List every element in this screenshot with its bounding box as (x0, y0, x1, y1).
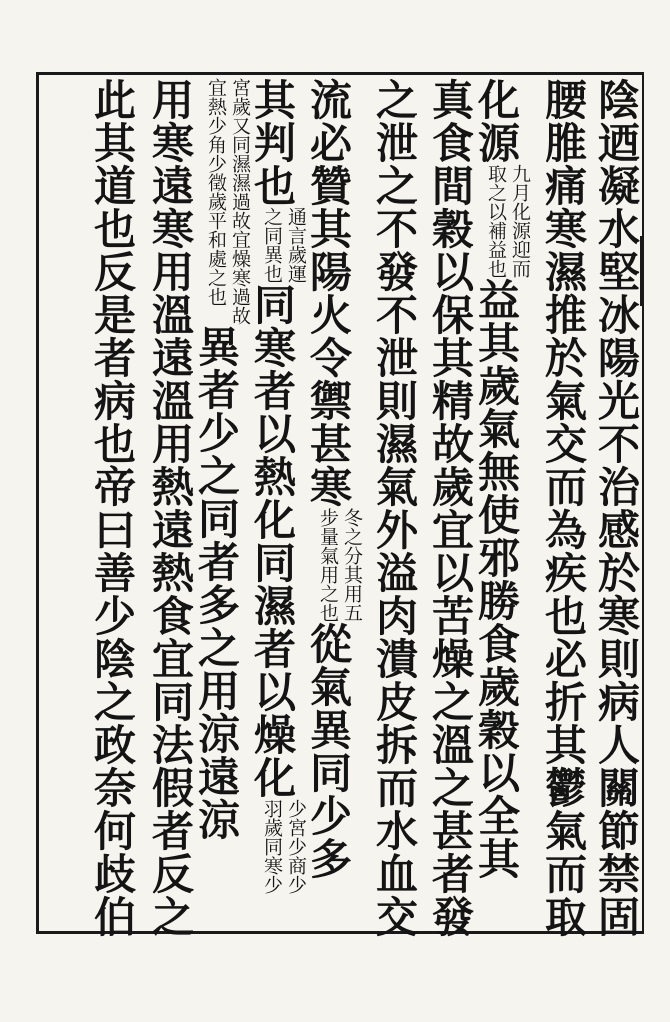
main-text: 此其道也反是者病也帝曰善少陰之政奈何歧伯 (88, 78, 137, 938)
text-column-1 (588, 78, 642, 938)
main-text: 腰脽痛寒濕推於氣交而為疾也必折其鬱氣而取 (539, 78, 588, 938)
main-text: 真食間穀以保其精故歲宜以苦燥之溫之甚者發 (426, 78, 475, 938)
commentary-note (484, 164, 532, 278)
main-text: 其判也 (248, 78, 297, 207)
main-text: 陰迺凝水堅冰陽光不治感於寒則病人關節禁固 (592, 78, 641, 938)
main-text: 異者少之同者多之用涼遠涼 (192, 325, 241, 841)
page-edge-mark (640, 236, 654, 306)
commentary-note (316, 508, 364, 622)
commentary-line: 之同異也 (261, 207, 283, 283)
text-column-5 (366, 78, 420, 938)
text-column-4 (422, 78, 476, 938)
commentary-line: 九月化源迎而 (509, 164, 531, 278)
commentary-line: 取之以補益也 (485, 164, 507, 278)
text-column-10 (84, 78, 138, 938)
commentary-line: 羽歲同寒少 (261, 799, 283, 894)
commentary-line: 少宮少商少 (285, 799, 307, 894)
text-column-6 (304, 78, 364, 930)
main-text: 之泄之不發不泄則濕氣外溢肉潰皮拆而水血交 (370, 78, 419, 938)
commentary-line: 步量氣用之也 (317, 508, 339, 622)
commentary-note (260, 799, 308, 894)
text-column-7 (248, 78, 308, 930)
commentary-note (260, 207, 308, 283)
main-text: 化源 (472, 78, 521, 164)
commentary-line: 宜熱少角少徵歲平和處之也 (205, 78, 227, 306)
commentary-line: 冬之分其用五 (341, 508, 363, 622)
text-column-8 (192, 78, 252, 930)
main-text: 從氣異同少多 (304, 622, 353, 880)
text-column-3 (472, 78, 532, 930)
text-column-2 (535, 78, 589, 938)
text-column-9 (142, 78, 196, 938)
main-text: 用寒遠寒用溫遠溫用熱遠熱食宜同法假者反之 (146, 78, 195, 938)
main-text: 流必贊其陽火令禦甚寒 (304, 78, 353, 508)
main-text: 同寒者以熱化同濕者以燥化 (248, 283, 297, 799)
commentary-line: 宮歲又同濕濕過故宜燥寒過故 (229, 78, 251, 325)
commentary-line: 通言歲運 (285, 207, 307, 283)
commentary-note (204, 78, 252, 325)
main-text: 益其歲氣無使邪勝食歲穀以全其 (472, 278, 521, 880)
